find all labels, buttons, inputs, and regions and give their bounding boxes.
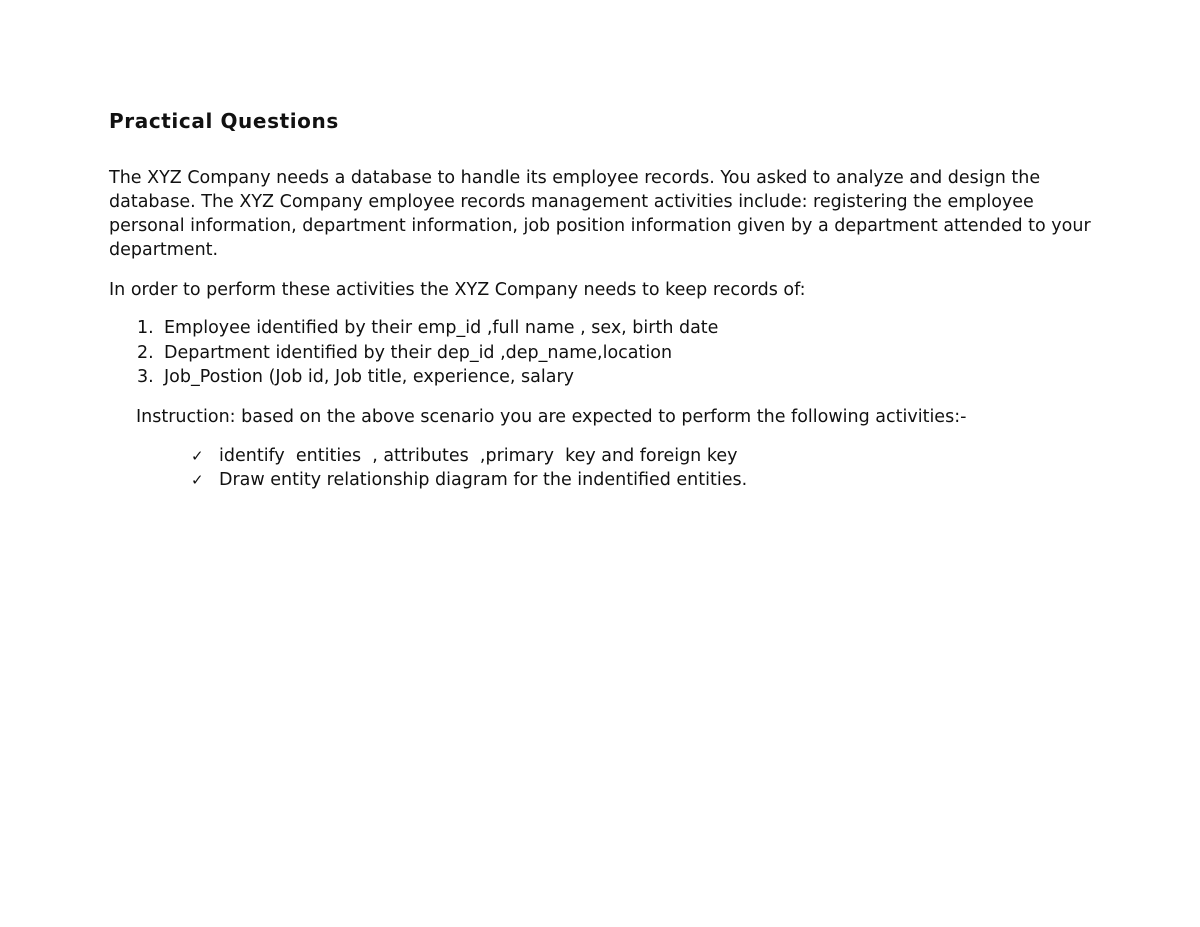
- list-item: [137, 365, 1099, 390]
- records-list: [109, 316, 1099, 390]
- list-item-text: Job_Postion (Job id, Job title, experience, salary: [164, 367, 575, 387]
- checkmark-icon: ✓: [191, 446, 204, 465]
- list-number: 1.: [137, 318, 154, 338]
- list-item-text: Department identified by their dep_id ,dep_name,location: [164, 342, 673, 363]
- list-item: [191, 468, 1099, 493]
- document-content: [109, 106, 1099, 493]
- list-item: [191, 444, 1099, 469]
- list-item-text: Employee identified by their emp_id ,full name , sex, birth date: [164, 318, 719, 338]
- list-item: [137, 316, 1099, 341]
- records-lead-paragraph: In order to perform these activities the XYZ Company needs to keep records of:: [109, 280, 806, 300]
- checkmark-icon: ✓: [191, 471, 204, 489]
- list-item-text: Draw entity relationship diagram for the indentified entities.: [219, 470, 748, 490]
- activities-list: [109, 444, 1099, 493]
- instruction-paragraph: Instruction: based on the above scenario you are expected to perform the following activities:-: [136, 406, 967, 427]
- list-number: 3.: [137, 367, 154, 387]
- list-number: 2.: [137, 342, 154, 363]
- list-item: [137, 341, 1099, 366]
- page-title: Practical Questions: [109, 109, 339, 133]
- list-item-text: identify entities , attributes ,primary key and foreign key: [219, 445, 738, 466]
- intro-paragraph: The XYZ Company needs a database to handle its employee records. You asked to analyze and design the database. The XYZ Company employee records management activities include: registering the employee personal information, department information, job position information given by a department attended to your department.: [109, 168, 1091, 260]
